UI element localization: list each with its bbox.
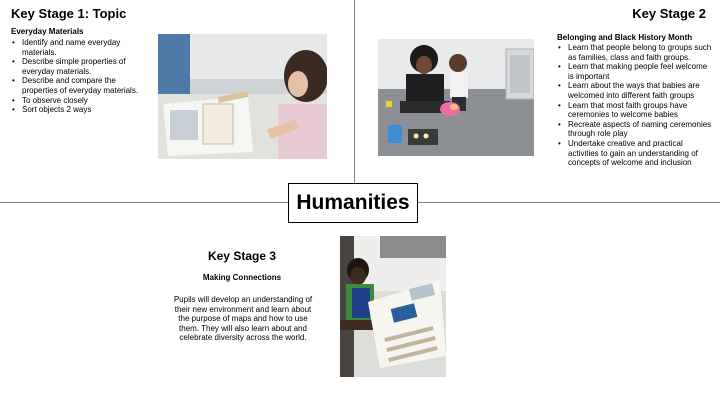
ks3-description: Pupils will develop an understanding of their new environment and learn about the purpose of maps and how to use them. They will also learn about and celebrate diversity across the world. [173, 295, 313, 343]
ks2-subtitle: Belonging and Black History Month [557, 33, 693, 42]
photo-ks2-welcome-ceremony [378, 39, 534, 156]
ks1-title: Key Stage 1: Topic [11, 6, 127, 21]
list-item: • Learn that making people feel welcome is important [557, 62, 715, 81]
ks1-list [11, 38, 151, 115]
list-item: • Learn that most faith groups have ceremonies to welcome babies [557, 101, 715, 120]
list-item: • Recreate aspects of naming ceremonies through role play [557, 120, 715, 139]
ks3-title: Key Stage 3 [207, 249, 277, 263]
photo-ks1-materials [158, 34, 327, 159]
vertical-divider [354, 0, 355, 202]
list-item: • To observe closely [11, 96, 151, 106]
list-item: • Learn that people belong to groups such as families, class and faith groups. [557, 43, 715, 62]
ks3-subtitle: Making Connections [202, 273, 282, 282]
list-item: • Identify and name everyday materials. [11, 38, 151, 57]
ks2-title: Key Stage 2 [632, 6, 706, 21]
list-item: • Describe and compare the properties of everyday materials. [11, 76, 151, 95]
ks1-subtitle: Everyday Materials [11, 27, 84, 36]
ks2-list [557, 43, 715, 168]
list-item: • Learn about the ways that babies are welcomed into different faith groups [557, 81, 715, 100]
humanities-title-box [288, 183, 418, 223]
page-title: Humanities [296, 191, 410, 214]
list-item: • Undertake creative and practical activities to gain an understanding of concepts of welcome and inclusion [557, 139, 715, 168]
photo-ks3-maps [340, 236, 446, 377]
list-item: • Describe simple properties of everyday materials. [11, 57, 151, 76]
list-item: • Sort objects 2 ways [11, 105, 151, 115]
